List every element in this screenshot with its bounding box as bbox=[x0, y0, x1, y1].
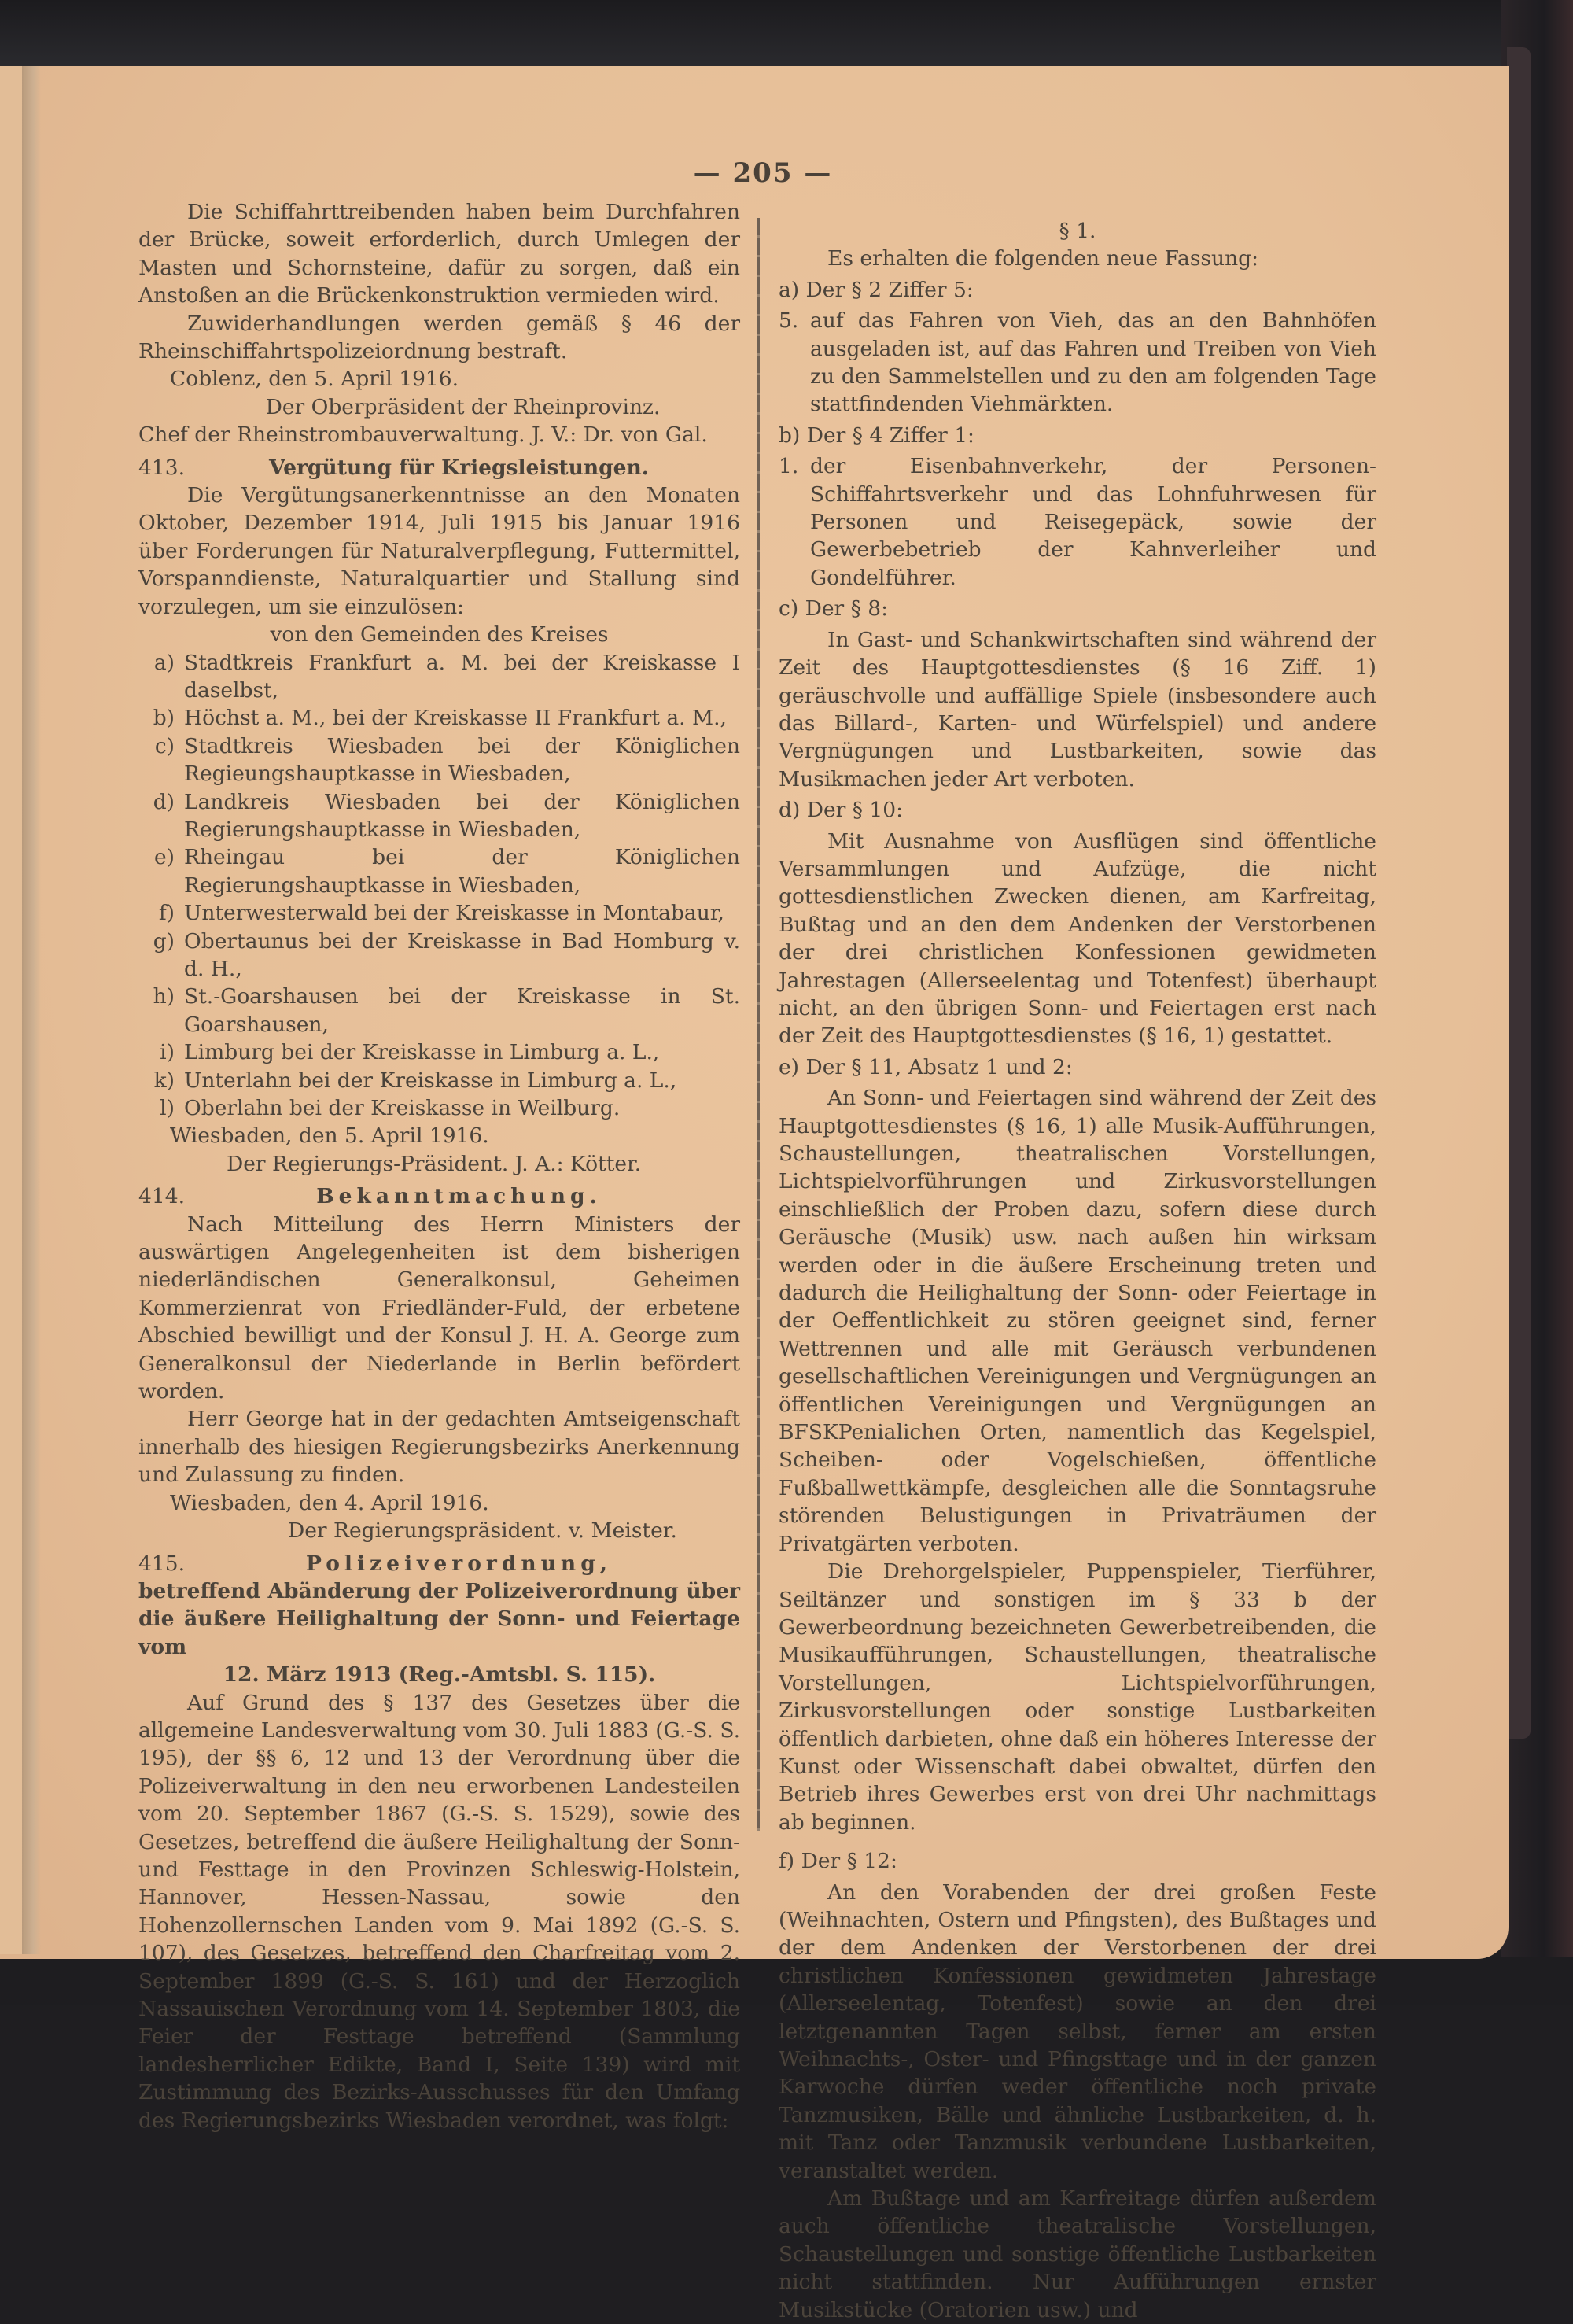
book-cover-edge bbox=[1507, 47, 1531, 1739]
list-text: Unterwesterwald bei der Kreiskasse in Montabaur, bbox=[184, 901, 724, 926]
paragraph: Es erhalten die folgenden neue Fassung: bbox=[827, 246, 1259, 271]
list-item bbox=[138, 732, 740, 788]
subsection-heading: e) Der § 11, Absatz 1 und 2: bbox=[779, 1054, 1073, 1079]
subsection-heading: d) Der § 10: bbox=[779, 798, 904, 823]
paragraph: Die Drehorgelspieler, Puppenspieler, Tierführer, Seiltänzer und sonstigen im § 33 b der Gewerbeordnung bezeichneten Gewerbetreibenden, die Musikaufführungen, Schaustellungen, theatralische Vorstellungen, Lichtspielvorführungen, Zirkusvorstellungen oder sonstige Lustbarkeiten öffentlich darbieten, ohne daß ein höheres Interesse der Kunst oder Wissenschaft dabei obwaltet, dürfen den Betrieb ihres Gewerbes erst von drei Uhr nachmittags ab beginnen. bbox=[779, 1559, 1376, 1835]
item-text: auf das Fahren von Vieh, das an den Bahnhöfen ausgeladen ist, auf das Fahren und Treiben von Vieh zu den Sammelstellen und zu den am folgenden Tage stattfindenden Viehmärkten. bbox=[810, 308, 1376, 417]
list-text: Stadtkreis Frankfurt a. M. bei der Kreiskasse I daselbst, bbox=[184, 650, 740, 703]
list-item bbox=[138, 899, 740, 927]
section-title: Vergütung für Kriegsleistungen. bbox=[268, 455, 650, 480]
list-label: g) bbox=[153, 928, 175, 954]
signature: Chef der Rheinstrombauverwaltung. J. V.: Dr. von Gal. bbox=[138, 422, 708, 448]
paragraph-heading: § 1. bbox=[1059, 219, 1096, 243]
section-heading-415 bbox=[138, 1550, 740, 1577]
left-column bbox=[138, 198, 740, 2134]
list-label: h) bbox=[153, 984, 175, 1009]
list-text: St.-Goarshausen bei der Kreiskasse in St. Goarshausen, bbox=[184, 984, 740, 1037]
subsection-heading: b) Der § 4 Ziffer 1: bbox=[779, 422, 974, 448]
list-label: f) bbox=[158, 901, 175, 926]
list-text: Obertaunus bei der Kreiskasse in Bad Homburg v. d. H., bbox=[184, 928, 740, 981]
section-number: 414. bbox=[138, 1184, 186, 1209]
section-title: Bekanntmachung. bbox=[316, 1184, 602, 1209]
item-number: 5. bbox=[779, 308, 799, 334]
place-date: Wiesbaden, den 4. April 1916. bbox=[170, 1490, 489, 1515]
list-label: b) bbox=[153, 706, 175, 731]
section-heading-413 bbox=[138, 454, 740, 481]
section-title: Polizeiverordnung, bbox=[306, 1551, 612, 1576]
list-item bbox=[138, 649, 740, 705]
page-number: — 205 — bbox=[693, 157, 833, 189]
list-text: Oberlahn bei der Kreiskasse in Weilburg. bbox=[184, 1096, 621, 1120]
scan-background-top bbox=[0, 0, 1573, 68]
list-item bbox=[138, 1067, 740, 1094]
list-text: Unterlahn bei der Kreiskasse in Limburg a. L., bbox=[184, 1068, 677, 1093]
column-divider bbox=[757, 218, 760, 1831]
list-label: k) bbox=[153, 1068, 175, 1093]
previous-page-edge bbox=[0, 66, 24, 1954]
place-date: Coblenz, den 5. April 1916. bbox=[170, 367, 459, 392]
numbered-item bbox=[779, 307, 1376, 419]
paragraph: In Gast- und Schankwirtschaften sind während der Zeit des Hauptgottesdienstes (§ 16 Ziff. 1) geräuschvolle und auffällige Spiele (insbesondere auch das Billard-, Karten- und Würfelspiel) und andere Vergnügungen und Lustbarkeiten, sowie das Musikmachen jeder Art verboten. bbox=[779, 627, 1376, 791]
section-subtitle: betreffend Abänderung der Polizeiverordnung über die äußere Heilighaltung der Sonn- und Feiertage vom bbox=[138, 1578, 740, 1659]
subsection-heading: a) Der § 2 Ziffer 5: bbox=[779, 277, 974, 302]
section-heading-414 bbox=[138, 1182, 740, 1210]
list-item bbox=[138, 983, 740, 1038]
subsection-heading: c) Der § 8: bbox=[779, 596, 889, 622]
list-label: c) bbox=[154, 733, 175, 758]
list-label: e) bbox=[153, 845, 175, 870]
list-label: i) bbox=[160, 1040, 175, 1065]
paragraph: Die Vergütungsanerkenntnisse an den Monaten Oktober, Dezember 1914, Juli 1915 bis Januar 1916 über Forderungen für Naturalverpflegung, Futtermittel, Vorspanndienste, Naturalquartier und Stallung sind vorzulegen, um sie einzulösen: bbox=[138, 483, 740, 619]
item-number: 1. bbox=[779, 454, 799, 479]
paragraph: Herr George hat in der gedachten Amtseigenschaft innerhalb des hiesigen Regierungsbezirks Anerkennung und Zulassung zu finden. bbox=[138, 1407, 740, 1488]
list-label: a) bbox=[153, 650, 175, 675]
list-item bbox=[138, 704, 740, 732]
list-text: Rheingau bei der Königlichen Regierungshauptkasse in Wiesbaden, bbox=[184, 845, 740, 898]
list-item bbox=[138, 788, 740, 844]
signature: Der Oberpräsident der Rheinprovinz. bbox=[265, 394, 661, 419]
paragraph: An Sonn- und Feiertagen sind während der Zeit des Hauptgottesdienstes (§ 16, 1) alle Musik-Aufführungen, Schaustellungen, theatralischen Vorstellungen, Lichtspielvorführungen und Zirkusvorstellungen einschließlich der Proben dazu, sofern diese durch Geräusche (Musik) usw. nach außen hin wirksam werden oder in die äußere Erscheinung treten und dadurch die Heilighaltung der Sonn- oder Feiertage in der Oeffentlichkeit zu stören geeignet sind, ferner Wettrennen und alle mit Geräusch verbundenen gesellschaftlichen Vereinigungen und Vergnügungen an öffentlichen Vereinigungen und Vergnügungen an BFSKPenialichen Orten, namentlich das Kegelspiel, Scheiben- oder Vogelschießen, öffentliche Fußballwettkämpfe, desgleichen alle die Sonntagsruhe störenden Belustigungen in Privaträumen der Privatgärten verboten. bbox=[779, 1086, 1376, 1556]
list-413 bbox=[138, 649, 740, 1123]
list-item bbox=[138, 1038, 740, 1066]
binding-shadow bbox=[22, 66, 41, 1954]
item-text: der Eisenbahnverkehr, der Personen-Schiffahrtsverkehr und das Lohnfuhrwesen für Personen und Reisegepäck, sowie der Gewerbebetrieb der Kahnverleiher und Gondelführer. bbox=[810, 454, 1376, 590]
paragraph: Zuwiderhandlungen werden gemäß § 46 der Rheinschiffahrtspolizeiordnung bestraft. bbox=[138, 311, 740, 364]
signature: Der Regierungspräsident. v. Meister. bbox=[288, 1518, 677, 1544]
paragraph: Nach Mitteilung des Herrn Ministers der auswärtigen Angelegenheiten ist dem bisherigen niederländischen Generalkonsul, Geheimen Kommerzienrat von Friedländer-Fuld, der erbetene Abschied bewilligt und der Konsul J. H. A. George zum Generalkonsul der Niederlande in Berlin befördert worden. bbox=[138, 1212, 740, 1404]
list-text: Stadtkreis Wiesbaden bei der Königlichen Regieungshauptkasse in Wiesbaden, bbox=[184, 733, 740, 787]
subsection-heading: f) Der § 12: bbox=[779, 1849, 897, 1874]
place-date: Wiesbaden, den 5. April 1916. bbox=[170, 1123, 489, 1149]
list-label: l) bbox=[160, 1096, 175, 1120]
list-text: Limburg bei der Kreiskasse in Limburg a. L., bbox=[184, 1040, 660, 1065]
section-number: 415. bbox=[138, 1551, 186, 1576]
list-item bbox=[138, 843, 740, 899]
numbered-item bbox=[779, 452, 1376, 592]
signature: Der Regierungs-Präsident. J. A.: Kötter. bbox=[227, 1151, 642, 1176]
paragraph: Am Bußtage und am Karfreitage dürfen außerdem auch öffentliche theatralische Vorstellungen, Schaustellungen und sonstige öffentliche Lustbarkeiten nicht stattfinden. Nur Aufführungen ernster Musikstücke (Oratorien usw.) und bbox=[779, 2186, 1376, 2322]
section-number: 413. bbox=[138, 455, 186, 480]
list-text: Höchst a. M., bei der Kreiskasse II Frankfurt a. M., bbox=[184, 706, 727, 731]
paragraph: An den Vorabenden der drei großen Feste (Weihnachten, Ostern und Pfingsten), des Bußtages und der dem Andenken der Verstorbenen der drei christlichen Konfessionen gewidmeten Jahrestage (Allerseelentag, Totenfest) sowie an den drei letztgenannten Tagen selbst, ferner am ersten Weihnachts-, Oster- und Pfingsttage und in der ganzen Karwoche dürfen weder öffentliche noch private Tanzmusiken, Bälle und ähnliche Lustbarkeiten, d. h. mit Tanz oder Tanzmusik verbundene Lustbarkeiten, veranstaltet werden. bbox=[779, 1879, 1376, 2183]
paragraph: Mit Ausnahme von Ausflügen sind öffentliche Versammlungen und Aufzüge, die nicht gottesdienstlichen Zwecken dienen, am Karfreitag, Bußtag und an den dem Andenken der Verstorbenen der drei christlichen Konfessionen gewidmeten Jahrestagen (Allerseelentag und Totenfest) überhaupt nicht, an den übrigen Sonn- und Feiertagen erst nach der Zeit des Hauptgottesdienstes (§ 16, 1) gestattet. bbox=[779, 828, 1376, 1049]
list-text: Landkreis Wiesbaden bei der Königlichen Regierungshauptkasse in Wiesbaden, bbox=[184, 789, 740, 842]
section-subtitle-date: 12. März 1913 (Reg.-Amtsbl. S. 115). bbox=[223, 1662, 656, 1688]
list-item bbox=[138, 928, 740, 983]
paragraph: Die Schiffahrttreibenden haben beim Durchfahren der Brücke, soweit erforderlich, durch Umlegen der Masten und Schornsteine, dafür zu sorgen, daß ein Anstoßen an die Brückenkonstruktion vermieden wird. bbox=[138, 200, 740, 308]
paragraph: Auf Grund des § 137 des Gesetzes über die allgemeine Landesverwaltung vom 30. Juli 1883 (G.-S. S. 195), der §§ 6, 12 und 13 der Verordnung über die Polizeiverwaltung in den neu erworbenen Landesteilen vom 20. September 1867 (G.-S. S. 1529), sowie des Gesetzes, betreffend die äußere Heilighaltung der Sonn- und Festtage in den Provinzen Schleswig-Holstein, Hannover, Hessen-Nassau, sowie den Hohenzollernschen Landen vom 9. Mai 1892 (G.-S. S. 107), des Gesetzes, betreffend den Charfreitag vom 2. September 1899 (G.-S. S. 161) und der Herzoglich Nassauischen Verordnung vom 14. September 1803, die Feier der Festtage betreffend (Sammlung landesherrlicher Edikte, Band I, Seite 139) wird mit Zustimmung des Bezirks-Ausschusses für den Umfang des Regierungsbezirks Wiesbaden verordnet, was folgt: bbox=[138, 1690, 740, 2133]
list-item bbox=[138, 1094, 740, 1122]
list-label: d) bbox=[153, 789, 175, 814]
subheading: von den Gemeinden des Kreises bbox=[270, 622, 609, 647]
